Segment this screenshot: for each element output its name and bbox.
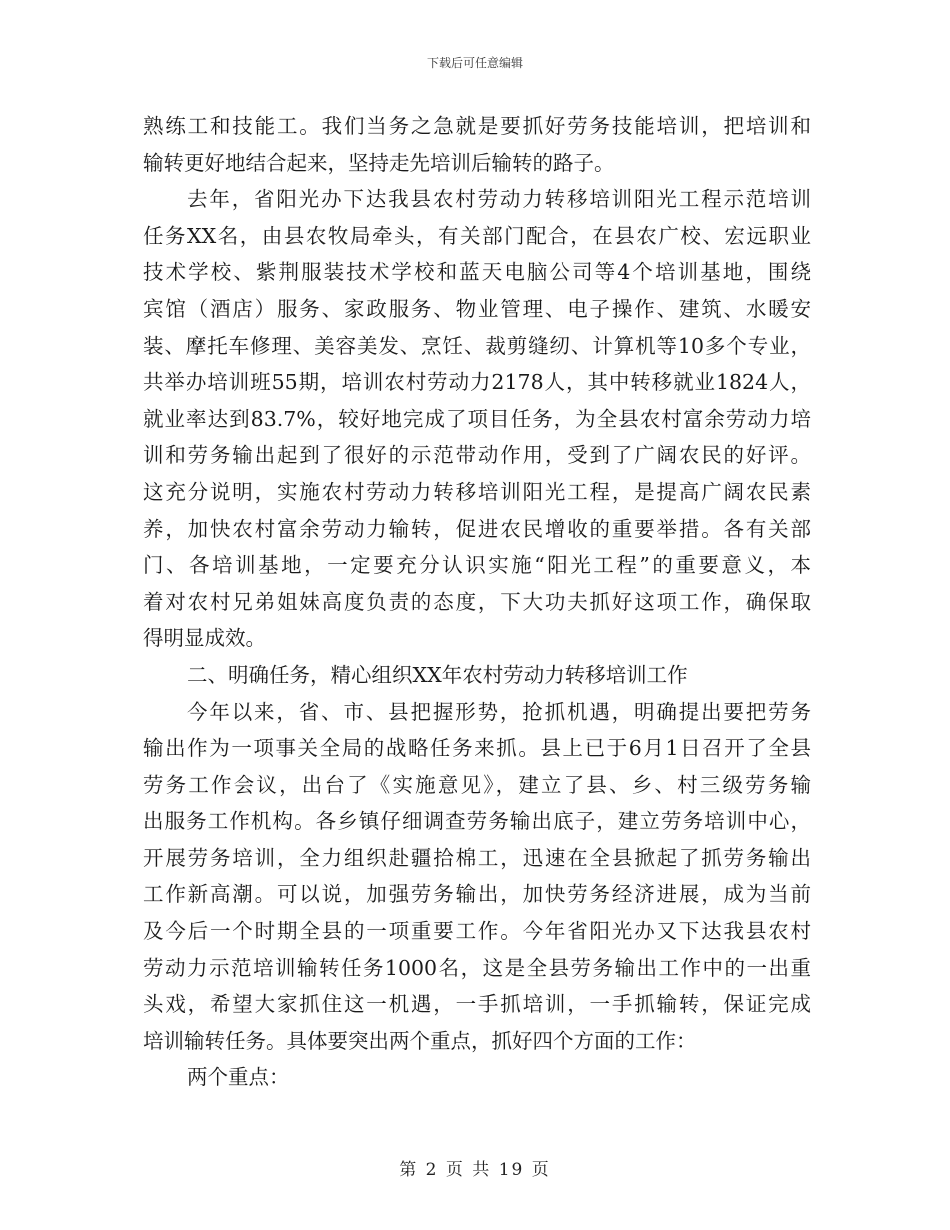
text-line: 二、明确任务，精心组织XX年农村劳动力转移培训工作 [187,662,688,687]
page-header-note: 下载后可任意编辑 [426,56,523,70]
text-line: 头戏，希望大家抓住这一机遇，一手抓培训，一手抓输转，保证完成 [143,992,811,1017]
text-line: 就业率达到83.7%，较好地完成了项目任务，为全县农村富余劳动力培 [143,406,811,431]
text-line: 去年，省阳光办下达我县农村劳动力转移培训阳光工程示范培训 [187,187,811,212]
text-line: 今年以来，省、市、县把握形势，抢抓机遇，明确提出要把劳务 [187,699,811,724]
document-body [143,108,811,1096]
text-line: 门、各培训基地，一定要充分认识实施“阳光工程”的重要意义，本 [143,553,811,578]
text-line: 任务XX名，由县农牧局牵头，有关部门配合，在县农广校、宏远职业 [143,223,811,248]
text-line: 熟练工和技能工。我们当务之急就是要抓好劳务技能培训，把培训和 [143,114,811,138]
text-line: 输出作为一项事关全局的战略任务来抓。县上已于6月1日召开了全县 [143,736,811,761]
text-line: 出服务工作机构。各乡镇仔细调查劳务输出底子，建立劳务培训中心， [143,809,811,834]
text-line: 养，加快农村富余劳动力输转，促进农民增收的重要举措。各有关部 [143,516,811,541]
page-number-footer: 第 2 页 共 19 页 [399,1160,551,1180]
text-line: 劳务工作会议，出台了《实施意见》，建立了县、乡、村三级劳务输 [143,772,811,797]
text-line: 装、摩托车修理、美容美发、烹饪、裁剪缝纫、计算机等10多个专业， [143,333,811,358]
text-line: 得明显成效。 [143,626,266,651]
text-line: 着对农村兄弟姐妹高度负责的态度，下大功夫抓好这项工作，确保取 [143,589,811,614]
text-line: 两个重点： [187,1065,290,1090]
text-line: 工作新高潮。可以说，加强劳务输出，加快劳务经济进展，成为当前 [143,882,811,907]
text-line: 这充分说明，实施农村劳动力转移培训阳光工程，是提高广阔农民素 [143,479,811,504]
text-line: 劳动力示范培训输转任务1000名，这是全县劳务输出工作中的一出重 [143,955,811,980]
text-line: 共举办培训班55期，培训农村劳动力2178人，其中转移就业1824人， [143,370,811,395]
text-line: 训和劳务输出起到了很好的示范带动作用，受到了广阔农民的好评。 [143,443,811,468]
text-line: 技术学校、紫荆服装技术学校和蓝天电脑公司等4个培训基地，围绕 [143,260,811,285]
text-line: 及今后一个时期全县的一项重要工作。今年省阳光办又下达我县农村 [143,919,811,944]
text-line: 宾馆（酒店）服务、家政服务、物业管理、电子操作、建筑、水暖安 [143,296,811,321]
text-line: 培训输转任务。具体要突出两个重点，抓好四个方面的工作： [143,1028,697,1053]
text-line: 输转更好地结合起来，坚持走先培训后输转的路子。 [143,150,615,175]
text-line: 开展劳务培训，全力组织赴疆拾棉工，迅速在全县掀起了抓劳务输出 [143,845,811,870]
